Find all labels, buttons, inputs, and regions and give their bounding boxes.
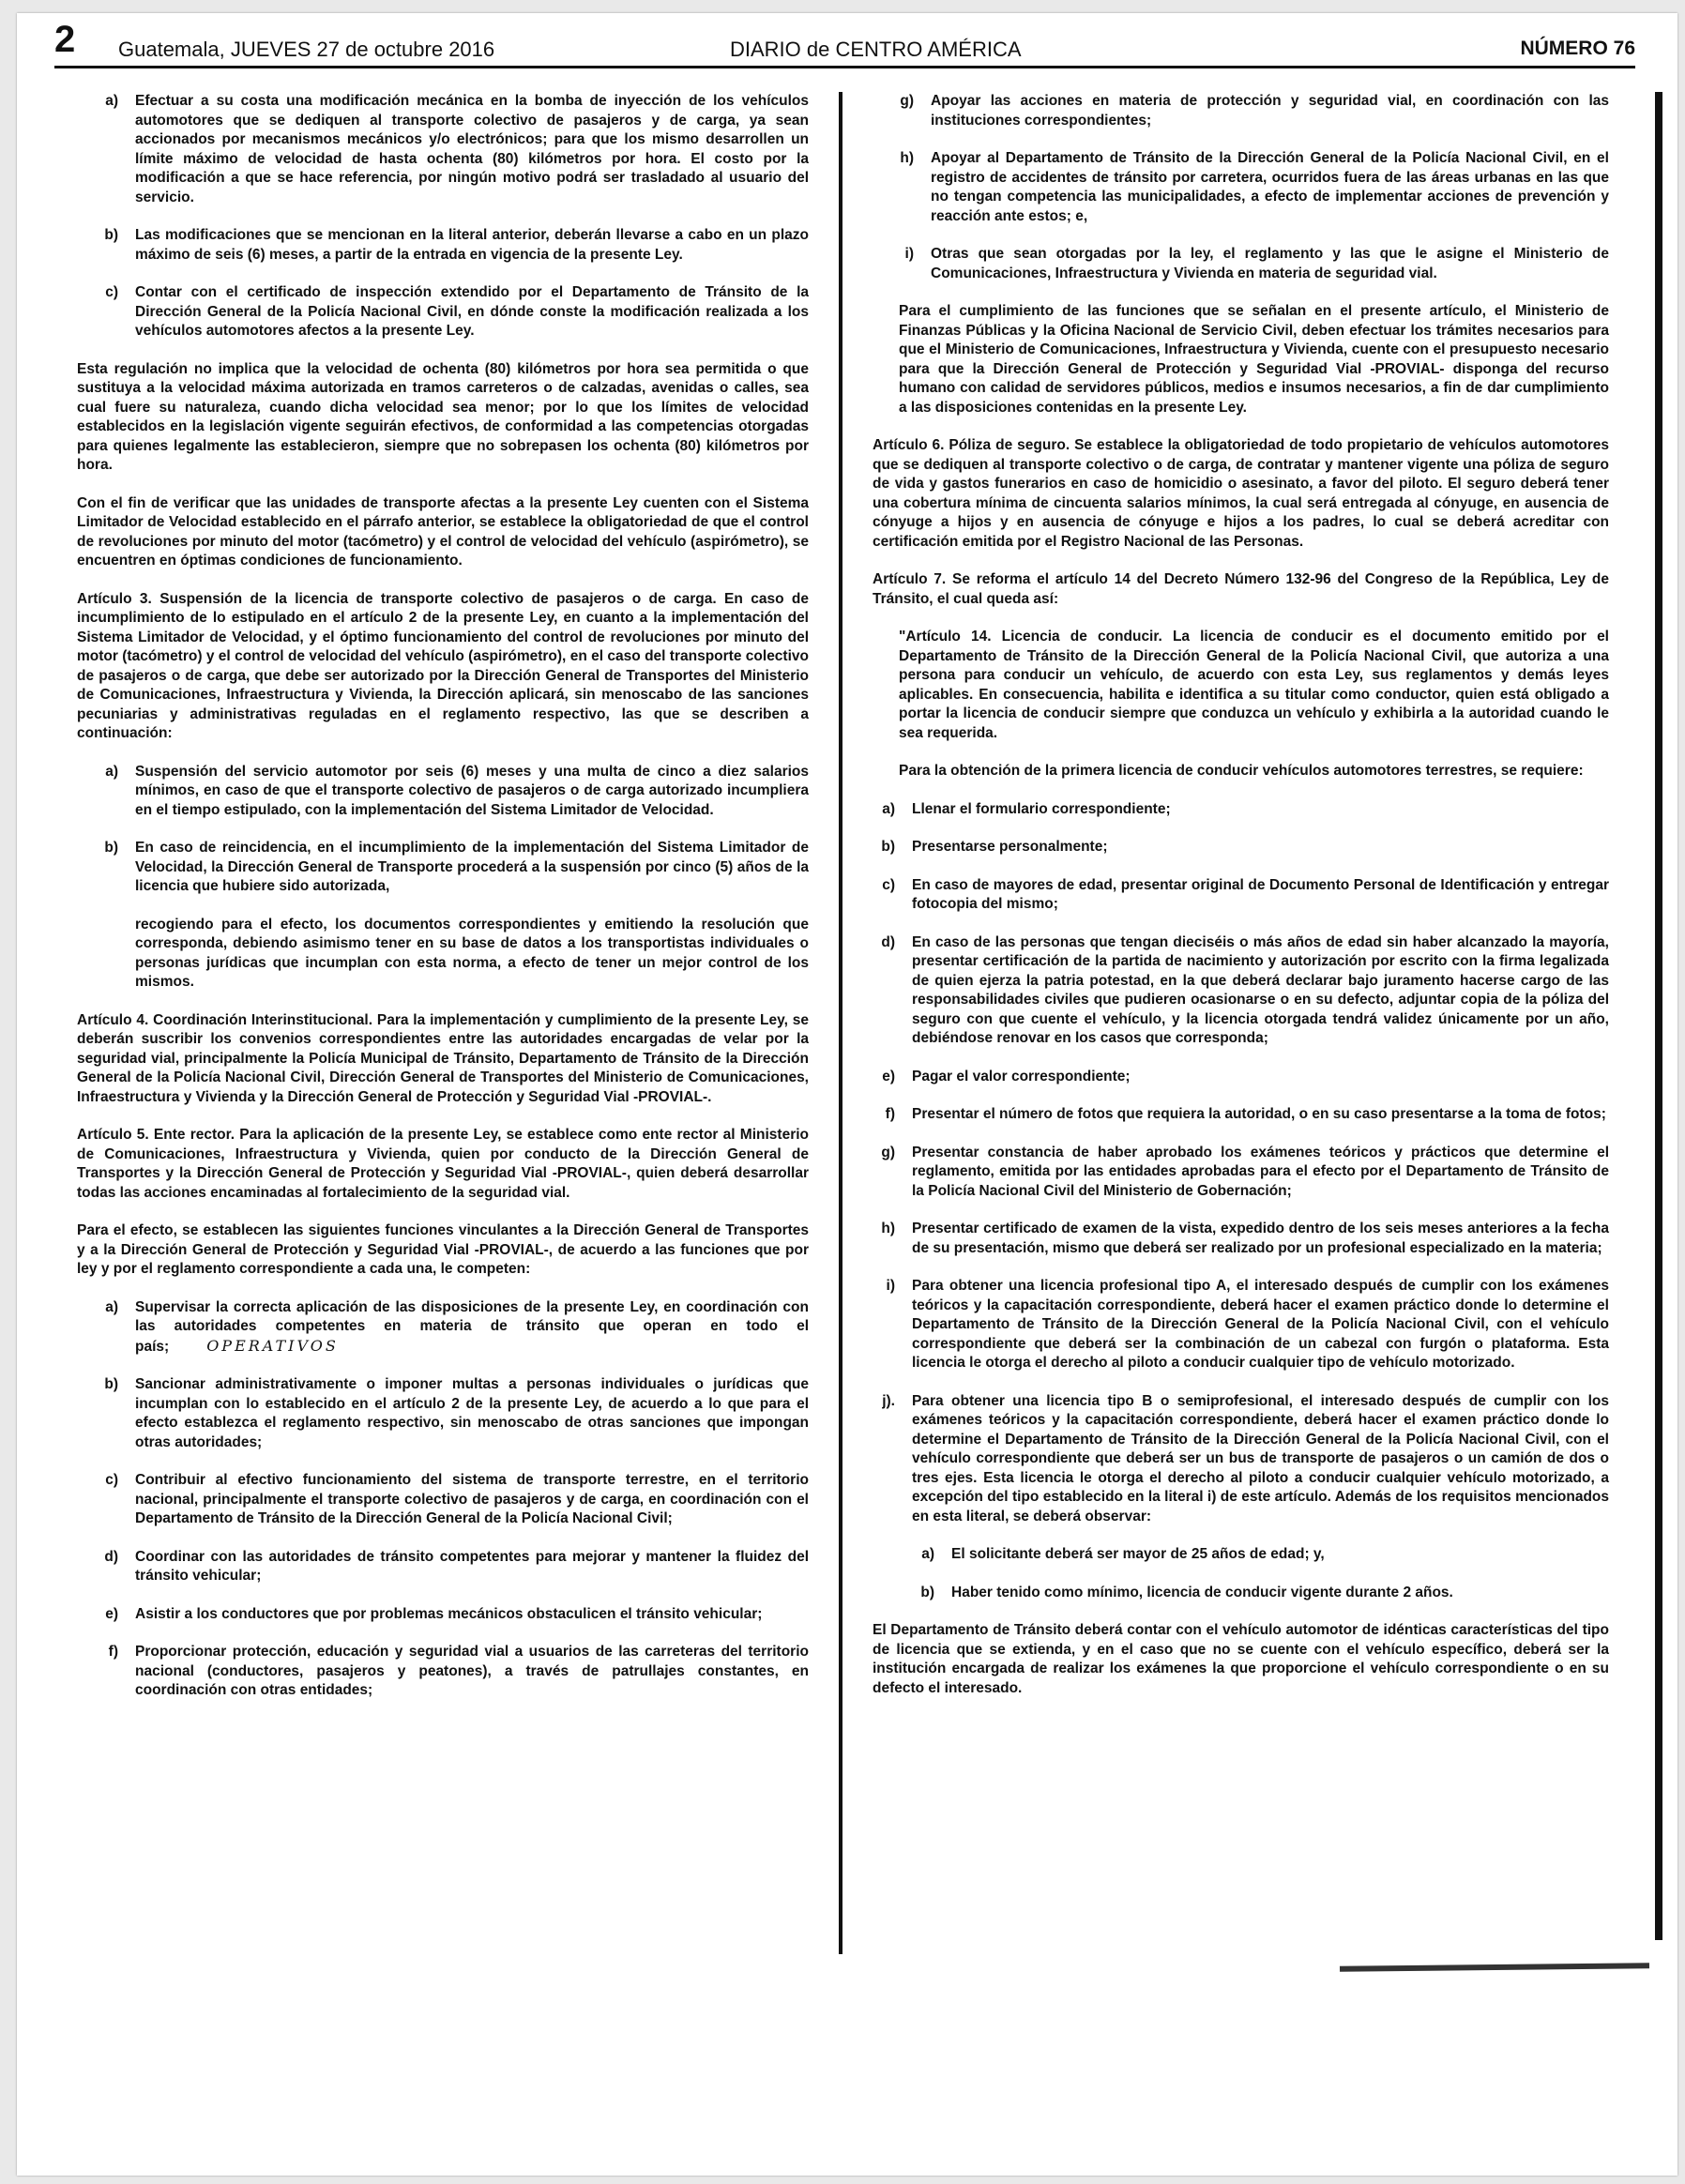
scan-stroke [1340,1963,1649,1971]
list-item [873,1068,1609,1087]
item-text-body: Supervisar la correcta aplicación de las disposiciones de la presente Ley, en coordinación con las autoridades competentes en materia de tránsito que operan en todo el país; [135,1298,809,1355]
item-label: a) [921,1546,934,1562]
list-item [96,1471,809,1529]
item-label: g) [900,93,914,109]
item-text: En caso de reincidencia, en el incumplimiento de la implementación del Sistema Limitador de Velocidad, la Dirección General de Transporte procederá a la suspensión por cinco (5) años de la licencia que hubiere sido autorizada, [135,840,809,894]
item-text: Apoyar al Departamento de Tránsito de la Dirección General de la Policía Nacional Civil, en el registro de accidentes de tránsito por carretera, ocurridos fuera de las áreas urbanas en las que no tengan competencia las municipalidades, a efecto de implementar acciones de prevención y reacción ante estos; e, [931,150,1609,224]
article-5: Artículo 5. Ente rector. Para la aplicación de la presente Ley, se establece como ente rector al Ministerio de Comunicaciones, Infraestructura y Vivienda, quien por conducto de la Dirección General de Transportes y la Dirección General de Protección y Seguridad Vial -PROVIAL-, quien deberá desarrollar todas las acciones encaminadas al fortalecimiento de la seguridad vial. [77,1127,809,1201]
paragraph: Para el cumplimiento de las funciones que se señalan en el presente artículo, el Ministerio de Finanzas Públicas y la Oficina Nacional de Servicio Civil, deben efectuar los trámites necesarios para que el Ministerio de Comunicaciones, Infraestructura y Vivienda, cuente con el presupuesto necesario para que la Dirección General de Protección y Seguridad Vial -PROVIAL- disponga del recurso humano con calidad de servidores públicos, medios e insumos necesarios, a fin de dar cumplimiento a las disposiciones contenidas en la presente Ley. [899,303,1609,416]
item-label: a) [105,93,118,109]
item-text: Llenar el formulario correspondiente; [912,800,1171,817]
list-item [96,226,809,265]
paragraph: Para la obtención de la primera licencia de conducir vehículos automotores terrestres, se requiere: [899,763,1584,779]
list-item [873,1105,1609,1125]
item-label: c) [105,284,118,300]
item-text: El solicitante deberá ser mayor de 25 años de edad; y, [951,1546,1325,1562]
paragraph: Para el efecto, se establecen las siguientes funciones vinculantes a la Dirección General de Transportes y a la Dirección General de Protección y Seguridad Vial -PROVIAL-, de acuerdo a las funciones que por ley y por el reglamento correspondiente a cada una, le competen: [77,1222,809,1277]
newspaper-page [17,13,1677,2176]
list-item [96,763,809,821]
item-label: c) [105,1472,118,1488]
item-text: Efectuar a su costa una modificación mecánica en la bomba de inyección de los vehículos automotores que se dediquen al transporte colectivo de pasajeros y de carga, ya sean accionados por mecanismos mecánicos y/o electrónicos; para que los mismo desarrollen un límite máximo de velocidad de hasta ochenta (80) kilómetros por hora. El costo por la modificación a que se hace referencia, por ningún motivo podrá ser trasladado al usuario del servicio. [135,93,809,205]
item-label: a) [882,800,895,817]
item-text: En caso de las personas que tengan dieciséis o más años de edad sin haber alcanzado la mayoría, presentar certificación de la partida de nacimiento y autorización por escrito con la firma legalizada de quien ejerza la patria potestad, en la que deberá declarar bajo juramento hacerse cargo de las responsabilidades civiles que pudieren ocasionarse o en su defecto, adjuntar copia de la póliza del seguro con que cuente el vehículo, y la licencia otorgada tendrá validez únicamente por un año, debiéndose renovar en los casos que corresponda; [912,933,1609,1046]
article-6: Artículo 6. Póliza de seguro. Se establece la obligatoriedad de todo propietario de vehículos automotores que se dediquen al transporte colectivo o de carga, de contratar y mantener vigente una póliza de seguro de vida y gastos funerarios en caso de homicidio o asesinato, a favor del piloto. El seguro deberá tener una cobertura mínima de cincuenta salarios mínimos, la cual será entregada al cónyuge, en ausencia de cónyuge a hijos y en ausencia de cónyuge e hijos a los padres, lo cual se deberá acreditar con certificación emitida por el Registro Nacional de las Personas. [873,437,1609,550]
list-item [912,1545,1609,1565]
paragraph-continuation: recogiendo para el efecto, los documentos correspondientes y emitiendo la resolución que corresponda, debiendo asimismo tener en su base de datos a los transportistas individuales o personas jurídicas que incumplan con esta norma, a efecto de tener un mejor control de los mismos. [135,916,809,990]
list-item [873,1220,1609,1258]
list-item [96,92,809,207]
left-column [77,92,809,1720]
item-text: Otras que sean otorgadas por la ley, el reglamento y las que le asigne el Ministerio de Comunicaciones, Infraestructura y Vivienda en materia de seguridad vial. [931,246,1609,281]
item-text: Contribuir al efectivo funcionamiento del sistema de transporte terrestre, en el territorio nacional, principalmente el transporte colectivo de pasajeros y de carga, en coordinación con el Departamento de Tránsito de la Dirección General de la Policía Nacional Civil; [135,1472,809,1526]
item-label: e) [105,1605,118,1622]
list-item [96,1643,809,1701]
item-label: h) [881,1221,895,1236]
item-label: e) [882,1068,895,1084]
item-text: Sancionar administrativamente o imponer multas a personas individuales o jurídicas que incumplan con lo establecido en el artículo 2 de la presente Ley, de acuerdo a lo que para el efecto establezca el reglamento respectivo, sin menoscabo de otras sanciones que impongan otras autoridades; [135,1376,809,1450]
paragraph: Con el fin de verificar que las unidades de transporte afectas a la presente Ley cuenten con el Sistema Limitador de Velocidad establecido en el párrafo anterior, se establece la obligatoriedad de que el control de revoluciones por minuto del motor (tacómetro) y el control de velocidad del vehículo (aspirómetro), se encuentren en óptimas condiciones de funcionamiento. [77,494,809,569]
item-text: Presentar constancia de haber aprobado los exámenes teóricos y prácticos que determine el reglamento, emitida por las entidades aprobadas para el efecto por el Departamento de Tránsito de la Policía Nacional Civil del Ministerio de Gobernación; [912,1144,1609,1199]
list-item [96,1548,809,1586]
item-text: Coordinar con las autoridades de tránsito competentes para mejorar y mantener la fluidez del tránsito vehicular; [135,1548,809,1584]
list-item [96,1375,809,1452]
item-text: Presentarse personalmente; [912,839,1108,855]
item-text: Presentar el número de fotos que requiera la autoridad, o en su caso presentarse a la toma de fotos; [912,1106,1606,1122]
item-text: Proporcionar protección, educación y seguridad vial a usuarios de las carreteras del territorio nacional (conductores, pasajeros y peatones), a través de patrullajes constantes, en coordinación con otras entidades; [135,1644,809,1698]
list-item [873,876,1609,915]
item-label: b) [104,227,118,243]
item-text: Presentar certificado de examen de la vista, expedido dentro de los seis meses anteriores a la fecha de su presentación, mismo que deberá ser realizado por un profesional especializado en la materia; [912,1221,1609,1256]
list-item [891,245,1609,283]
item-label: c) [882,876,895,893]
newspaper-name: DIARIO de CENTRO AMÉRICA [730,38,1022,61]
item-text: En caso de mayores de edad, presentar original de Documento Personal de Identificación y entregar fotocopia del mismo; [912,876,1609,912]
item-label: h) [900,150,914,166]
item-text: Para obtener una licencia tipo B o semiprofesional, el interesado después de cumplir con los exámenes teóricos y la capacitación correspondiente, deberá hacer el examen práctico donde lo determine el Departamento de Tránsito de la Dirección General de la Policía Nacional Civil, con el vehículo correspondiente que deberá ser un bus de transporte de pasajeros o un camión de dos o tres ejes. Esta licencia le otorga el derecho al piloto a conducir cualquier vehículo motorizado, a excepción del tipo establecido en la literal i) de este artículo. Además de los requisitos mencionados en esta literal, se deberá observar: [912,1392,1609,1524]
item-label: b) [881,839,895,855]
item-label: d) [881,933,895,950]
list-item [96,1298,809,1357]
list-item [912,1584,1609,1603]
list-item [873,800,1609,820]
item-label: a) [105,1298,118,1315]
item-text: Contar con el certificado de inspección extendido por el Departamento de Tránsito de la Dirección General de la Policía Nacional Civil, en dónde conste la modificación realizada a los vehículos automotores afectos a la presente Ley. [135,284,809,339]
issue-number: NÚMERO 76 [1520,38,1635,59]
article-7: Artículo 7. Se reforma el artículo 14 del Decreto Número 132-96 del Congreso de la República, Ley de Tránsito, el cual queda así: [873,571,1609,607]
handwritten-note: OPERATIVOS [206,1336,339,1355]
item-label: a) [105,763,118,780]
item-text: Pagar el valor correspondiente; [912,1068,1131,1084]
list-item [96,283,809,341]
article-14: "Artículo 14. Licencia de conducir. La licencia de conducir es el documento emitido por el Departamento de Tránsito de la Dirección General de la Policía Nacional Civil, que autoriza a una persona para conducir un vehículo, de acuerdo con esta Ley, sus reglamentos y demás leyes aplicables. En consecuencia, habilita e identifica a su titular como conductor, quien está obligado a portar la licencia de conducir siempre que conduzca un vehículo y exhibirla a la autoridad cuando le sea requerida. [899,629,1609,741]
item-text: Apoyar las acciones en materia de protección y seguridad vial, en coordinación con las instituciones correspondientes; [931,93,1609,129]
list-item [873,1144,1609,1202]
item-label: j). [882,1392,895,1409]
item-label: i) [886,1278,895,1294]
list-item [873,838,1609,857]
list-item [891,149,1609,226]
item-label: b) [104,840,118,856]
article-3: Artículo 3. Suspensión de la licencia de transporte colectivo de pasajeros o de carga. En caso de incumplimiento de lo estipulado en el artículo 2 de la presente Ley, en cuanto a la implementación del Sistema Limitador de Velocidad, y el óptimo funcionamiento del control de revoluciones por minuto del motor (tacómetro) y el control de velocidad del vehículo (aspirómetro), en el caso del transporte colectivo de pasajeros o de carga, que debe ser autorizado por la Dirección General de Transportes del Ministerio de Comunicaciones, Infraestructura y Vivienda, la Dirección aplicará, sin menoscabo de las sanciones pecuniarias y administrativas reguladas en el reglamento respectivo, las que se describen a continuación: [77,590,809,741]
scan-edge-bar [1655,92,1662,1940]
paragraph: El Departamento de Tránsito deberá contar con el vehículo automotor de idénticas características del tipo de licencia que se extienda, y en el caso que no se cuente con el vehículo específico, deberá ser la institución encargada de realizar los exámenes la que proporcione el vehículo correspondiente o en su defecto el interesado. [873,1622,1609,1696]
list-item [96,1605,809,1625]
item-text [135,1298,809,1357]
item-label: f) [885,1106,895,1122]
list-item [873,1392,1609,1527]
right-column [873,92,1609,1717]
column-divider [839,92,842,1954]
item-label: i) [904,246,914,262]
list-item [96,839,809,897]
date-line: Guatemala, JUEVES 27 de octubre 2016 [118,38,495,61]
paragraph: Esta regulación no implica que la velocidad de ochenta (80) kilómetros por hora sea permitida o que sustituya a la velocidad máxima autorizada en tramos carreteros o de calzadas, avenidas o calles, sea cual fuere su naturaleza, cuando dicha velocidad sea menor; por lo que los límites de velocidad establecidos en la legislación vigente seguirán efectivos, de conformidad a las competencias otorgadas para quienes legalmente las establecieron, siempre que no sobrepasen los ochenta (80) kilómetros por hora. [77,360,809,473]
page-header [54,19,1635,68]
item-label: f) [108,1644,118,1660]
item-text: Suspensión del servicio automotor por seis (6) meses y una multa de cinco a diez salarios mínimos, en caso de que el transporte colectivo de pasajeros o de carga autorizado incumpliera en el tiempo estipulado, con la implementación del Sistema Limitador de Velocidad. [135,763,809,818]
item-text: Haber tenido como mínimo, licencia de conducir vigente durante 2 años. [951,1584,1453,1600]
list-item [873,933,1609,1049]
item-label: d) [104,1548,118,1565]
list-item [873,1277,1609,1373]
item-label: g) [881,1144,895,1160]
item-label: b) [920,1584,934,1600]
article-4: Artículo 4. Coordinación Interinstitucional. Para la implementación y cumplimiento de la presente Ley, se deberán suscribir los convenios correspondientes entre las autoridades encargadas de velar por la seguridad vial, principalmente la Policía Municipal de Tránsito, Departamento de Tránsito de la Dirección General de la Policía Nacional Civil, Dirección General de Transportes del Ministerio de Comunicaciones, Infraestructura y Vivienda y la Dirección General de Protección y Seguridad Vial -PROVIAL-. [77,1011,809,1105]
item-text: Para obtener una licencia profesional tipo A, el interesado después de cumplir con los exámenes teóricos y la capacitación correspondiente, deberá hacer el examen práctico donde lo determine el Departamento de Tránsito de la Dirección General de la Policía Nacional Civil, con el vehículo correspondiente que deberá ser la combinación de un cabezal con furgón o plataforma. Esta licencia le otorga el derecho al piloto a conducir cualquier tipo de vehículo motorizado. [912,1278,1609,1371]
item-text: Asistir a los conductores que por problemas mecánicos obstaculicen el tránsito vehicular; [135,1605,763,1622]
page-number: 2 [54,19,76,60]
item-label: b) [104,1376,118,1392]
item-text: Las modificaciones que se mencionan en la literal anterior, deberán llevarse a cabo en un plazo máximo de seis (6) meses, a partir de la entrada en vigencia de la presente Ley. [135,227,809,263]
list-item [891,92,1609,130]
